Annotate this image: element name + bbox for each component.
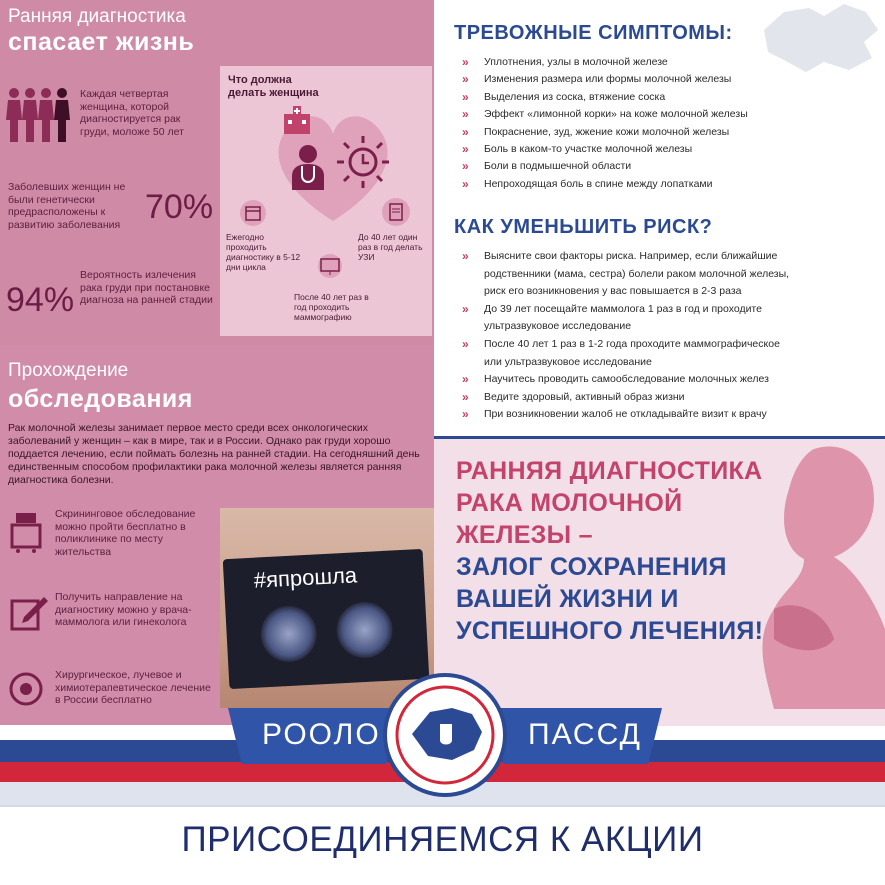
- list-item: [458, 89, 868, 106]
- feature-referral: Получить направление на диагностику можно у врача-маммолога или гинеколога: [55, 591, 192, 628]
- xray-left: [259, 605, 318, 664]
- chevron-icon: »: [462, 249, 469, 263]
- list-item: [458, 283, 868, 301]
- monitor-icon: [316, 254, 344, 278]
- chevron-icon: »: [462, 372, 469, 387]
- symptom-text: Покраснение, зуд, жжение кожи молочной железы: [484, 125, 730, 138]
- list-item: [458, 124, 868, 141]
- chevron-icon: »: [462, 301, 469, 316]
- hospital-icon: [280, 106, 314, 136]
- panel-item-ultrasound: До 40 лет один раз в год делать УЗИ: [358, 232, 423, 262]
- slogan-line: ЖЕЛЕЗЫ –: [456, 521, 593, 549]
- intro-paragraph: Рак молочной железы занимает первое место среди всех онкологических заболеваний у женщин – как в мире, так и в России. Однако рак груди хорошо поддается лечению, если поймать болезнь на ранней стадии. На сегодняшний день единственным способом профилактики рака молочной железы является ранняя диагностика болезни.: [8, 422, 420, 486]
- risk-heading: КАК УМЕНЬШИТЬ РИСК?: [454, 216, 713, 238]
- list-item: [458, 71, 868, 88]
- section2-title-bold: обследования: [8, 385, 193, 413]
- risk-text: После 40 лет 1 раз в 1-2 года проходите маммографическое: [484, 337, 780, 350]
- stat1-text: Каждая четвертая женщина, которой диагностируется рак груди, моложе 50 лет: [80, 88, 184, 138]
- symptom-text: Боль в каком-то участке молочной железы: [484, 143, 693, 156]
- list-item: [458, 141, 868, 158]
- chevron-icon: »: [462, 72, 469, 87]
- list-item: [458, 371, 868, 389]
- ribbon-right-label: ПАССД: [528, 718, 642, 751]
- risk-text: родственники (мама, сестра) болели раком молочной железы,: [484, 267, 790, 280]
- feature-treatment: Хирургическое, лучевое и химиотерапевтическое лечение в России бесплатно: [55, 669, 211, 706]
- list-item: [458, 406, 868, 424]
- referral-form-icon: [10, 593, 50, 631]
- list-item: [458, 301, 868, 319]
- symptom-text: Выделения из соска, втяжение соска: [484, 90, 666, 103]
- chevron-icon: »: [462, 89, 469, 104]
- list-item: [458, 158, 868, 175]
- xray-sign: [223, 549, 430, 689]
- left-bottom-section: [0, 345, 434, 725]
- slogan-line: РАКА МОЛОЧНОЙ: [456, 489, 683, 517]
- slogan-line: ВАШЕЙ ЖИЗНИ И: [456, 585, 679, 613]
- list-item: [458, 54, 868, 71]
- risk-text: До 39 лет посещайте маммолога 1 раз в год и проходите: [484, 302, 762, 315]
- women-figures-icon: [6, 86, 72, 144]
- risk-text: ультразвуковое исследование: [484, 320, 632, 333]
- bottom-title: ПРИСОЕДИНЯЕМСЯ К АКЦИИ: [181, 820, 704, 859]
- list-item: [458, 354, 868, 372]
- symptom-text: Эффект «лимонной корки» на коже молочной железы: [484, 108, 748, 121]
- screening-machine-icon: [10, 511, 44, 553]
- list-item: [458, 176, 868, 193]
- symptom-text: Боли в подмышечной области: [484, 160, 632, 173]
- document-icon: [382, 198, 410, 226]
- slogan-line: РАННЯЯ ДИАГНОСТИКА: [456, 457, 763, 485]
- xray-right: [335, 601, 394, 660]
- panel-title: Что должна делать женщина: [228, 74, 319, 99]
- risk-list: [458, 248, 868, 424]
- chevron-icon: »: [462, 55, 469, 69]
- list-item: [458, 336, 868, 354]
- chevron-icon: »: [462, 407, 469, 422]
- stat3-text: Вероятность излечения рака груди при постановке диагноза на ранней стадии: [80, 269, 213, 306]
- list-item: [458, 248, 868, 266]
- risk-text: При возникновении жалоб не откладывайте визит к врачу: [484, 408, 767, 421]
- symptom-text: Уплотнения, узлы в молочной железе: [484, 56, 668, 68]
- stat2-text: Заболевших женщин не были генетически предрасположены к развитию заболевания: [8, 181, 126, 231]
- slogan-block: [456, 455, 763, 647]
- section2-title-light: Прохождение: [8, 360, 129, 381]
- chevron-icon: »: [462, 389, 469, 404]
- doctor-icon: [288, 142, 328, 192]
- list-item: [458, 106, 868, 123]
- sun-clock-icon: [335, 134, 391, 190]
- association-emblem-icon: [382, 672, 508, 798]
- title-bold: спасает жизнь: [8, 28, 195, 56]
- photo-hashtag: #япрошла: [253, 562, 358, 593]
- slogan-line: ЗАЛОГ СОХРАНЕНИЯ: [456, 553, 727, 581]
- list-item: [458, 266, 868, 284]
- stat2-value: 70%: [145, 188, 214, 226]
- list-item: [458, 389, 868, 407]
- chevron-icon: »: [462, 124, 469, 139]
- chevron-icon: »: [462, 142, 469, 157]
- organization-banner: [0, 700, 885, 805]
- panel-item-yearly: Ежегодно проходить диагностику в 5-12 дни цикла: [226, 232, 301, 272]
- title-light: Ранняя диагностика: [8, 6, 186, 27]
- risk-text: Научитесь проводить самообследование молочных желез: [484, 373, 769, 386]
- ribbon-left-label: РООЛО: [262, 718, 381, 751]
- list-item: [458, 318, 868, 336]
- risk-text: Выясните свои факторы риска. Например, если ближайшие: [484, 250, 778, 262]
- risk-text: Ведите здоровый, активный образ жизни: [484, 390, 685, 403]
- chevron-icon: »: [462, 107, 469, 122]
- stat3-value: 94%: [6, 281, 75, 319]
- chevron-icon: »: [462, 176, 469, 191]
- symptoms-heading: ТРЕВОЖНЫЕ СИМПТОМЫ:: [454, 22, 733, 44]
- panel-item-mammography: После 40 лет раз в год проходить маммографию: [294, 292, 369, 322]
- risk-text: или ультразвуковое исследование: [484, 355, 652, 368]
- feature-screening: Скрининговое обследование можно пройти бесплатно в поликлинике по месту жительства: [55, 508, 196, 558]
- chevron-icon: »: [462, 336, 469, 351]
- symptoms-list: [458, 54, 868, 193]
- symptom-text: Непроходящая боль в спине между лопатками: [484, 177, 713, 190]
- info-panel: [220, 66, 432, 336]
- slogan-line: УСПЕШНОГО ЛЕЧЕНИЯ!: [456, 617, 764, 645]
- calendar-icon: [240, 200, 266, 226]
- risk-text: риск его возникновения у вас повышается в 2-3 раза: [484, 285, 742, 298]
- symptom-text: Изменения размера или формы молочной железы: [484, 73, 732, 86]
- right-top-section: [434, 0, 885, 436]
- chevron-icon: »: [462, 159, 469, 174]
